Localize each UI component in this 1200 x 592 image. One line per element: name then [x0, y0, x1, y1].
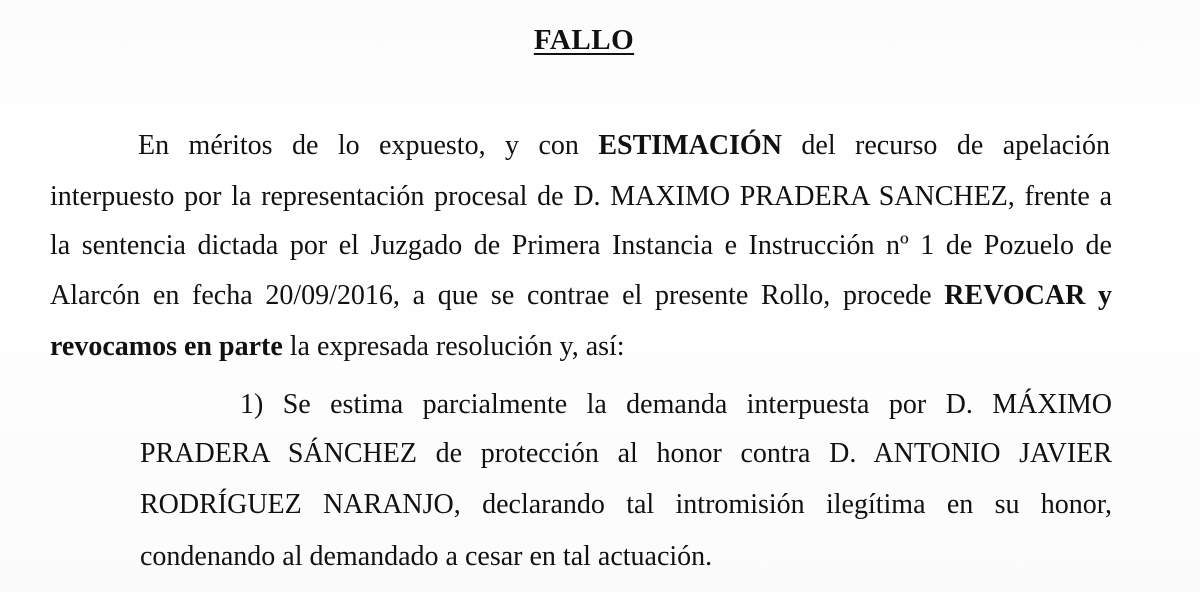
- paragraph-text: del recurso de apelación: [801, 130, 1111, 161]
- bold-term-revocar: REVOCAR y: [944, 280, 1113, 311]
- paragraph-line-3: la sentencia dictada por el Juzgado de Primera Instancia e Instrucción nº 1 de Pozuelo de: [50, 230, 1112, 261]
- list-item-line-4: condenando al demandado a cesar en tal actuación.: [140, 541, 713, 572]
- document-title: FALLO: [533, 24, 635, 56]
- list-item-line-1: 1) Se estima parcialmente la demanda interpuesta por D. MÁXIMO: [240, 389, 1112, 420]
- bold-term-revocamos: revocamos en parte: [50, 331, 283, 362]
- paragraph-text: En méritos de lo expuesto, y con: [138, 130, 579, 161]
- paragraph-text: la expresada resolución y, así:: [289, 331, 625, 362]
- list-item-line-3: RODRÍGUEZ NARANJO, declarando tal intromisión ilegítima en su honor,: [140, 489, 1112, 520]
- paragraph-text: Alarcón en fecha 20/09/2016, a que se contrae el presente Rollo, procede: [50, 280, 932, 311]
- paragraph-line-1: [138, 129, 1110, 163]
- paragraph-line-2: interpuesto por la representación procesal de D. MAXIMO PRADERA SANCHEZ, frente a: [50, 181, 1112, 212]
- bold-term-estimacion: ESTIMACIÓN: [598, 130, 782, 161]
- list-item-line-2: PRADERA SÁNCHEZ de protección al honor contra D. ANTONIO JAVIER: [140, 438, 1112, 469]
- paragraph-line-5: [50, 330, 625, 364]
- paragraph-line-4: [50, 279, 1112, 313]
